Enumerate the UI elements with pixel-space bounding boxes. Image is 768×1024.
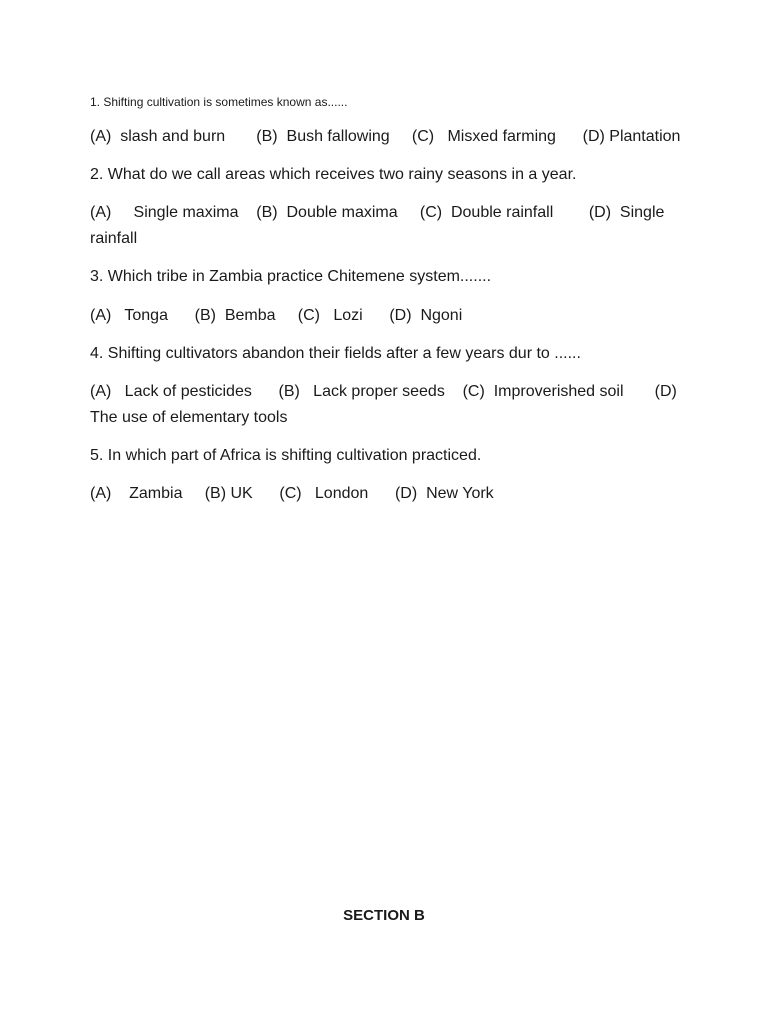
section-b-heading: SECTION B [343, 907, 425, 924]
question-2-options-continued: rainfall [90, 230, 138, 247]
question-5-text: 5. In which part of Africa is shifting cultivation practiced. [90, 447, 482, 464]
question-4-text: 4. Shifting cultivators abandon their fields after a few years dur to ...... [90, 345, 581, 362]
question-3-options: (A) Tonga (B) Bemba (C) Lozi (D) Ngoni [90, 307, 463, 324]
question-4-options-continued: The use of elementary tools [90, 409, 288, 426]
question-2-options: (A) Single maxima (B) Double maxima (C) Double rainfall (D) Single [90, 204, 665, 221]
question-1-options: (A) slash and burn (B) Bush fallowing (C) Misxed farming (D) Plantation [90, 128, 681, 145]
question-4-options: (A) Lack of pesticides (B) Lack proper seeds (C) Improverished soil (D) [90, 383, 677, 400]
question-5-options: (A) Zambia (B) UK (C) London (D) New York [90, 485, 494, 502]
question-1-text: 1. Shifting cultivation is sometimes known as...... [90, 95, 348, 109]
question-3-text: 3. Which tribe in Zambia practice Chitemene system....... [90, 268, 492, 285]
question-2-text: 2. What do we call areas which receives two rainy seasons in a year. [90, 166, 577, 183]
